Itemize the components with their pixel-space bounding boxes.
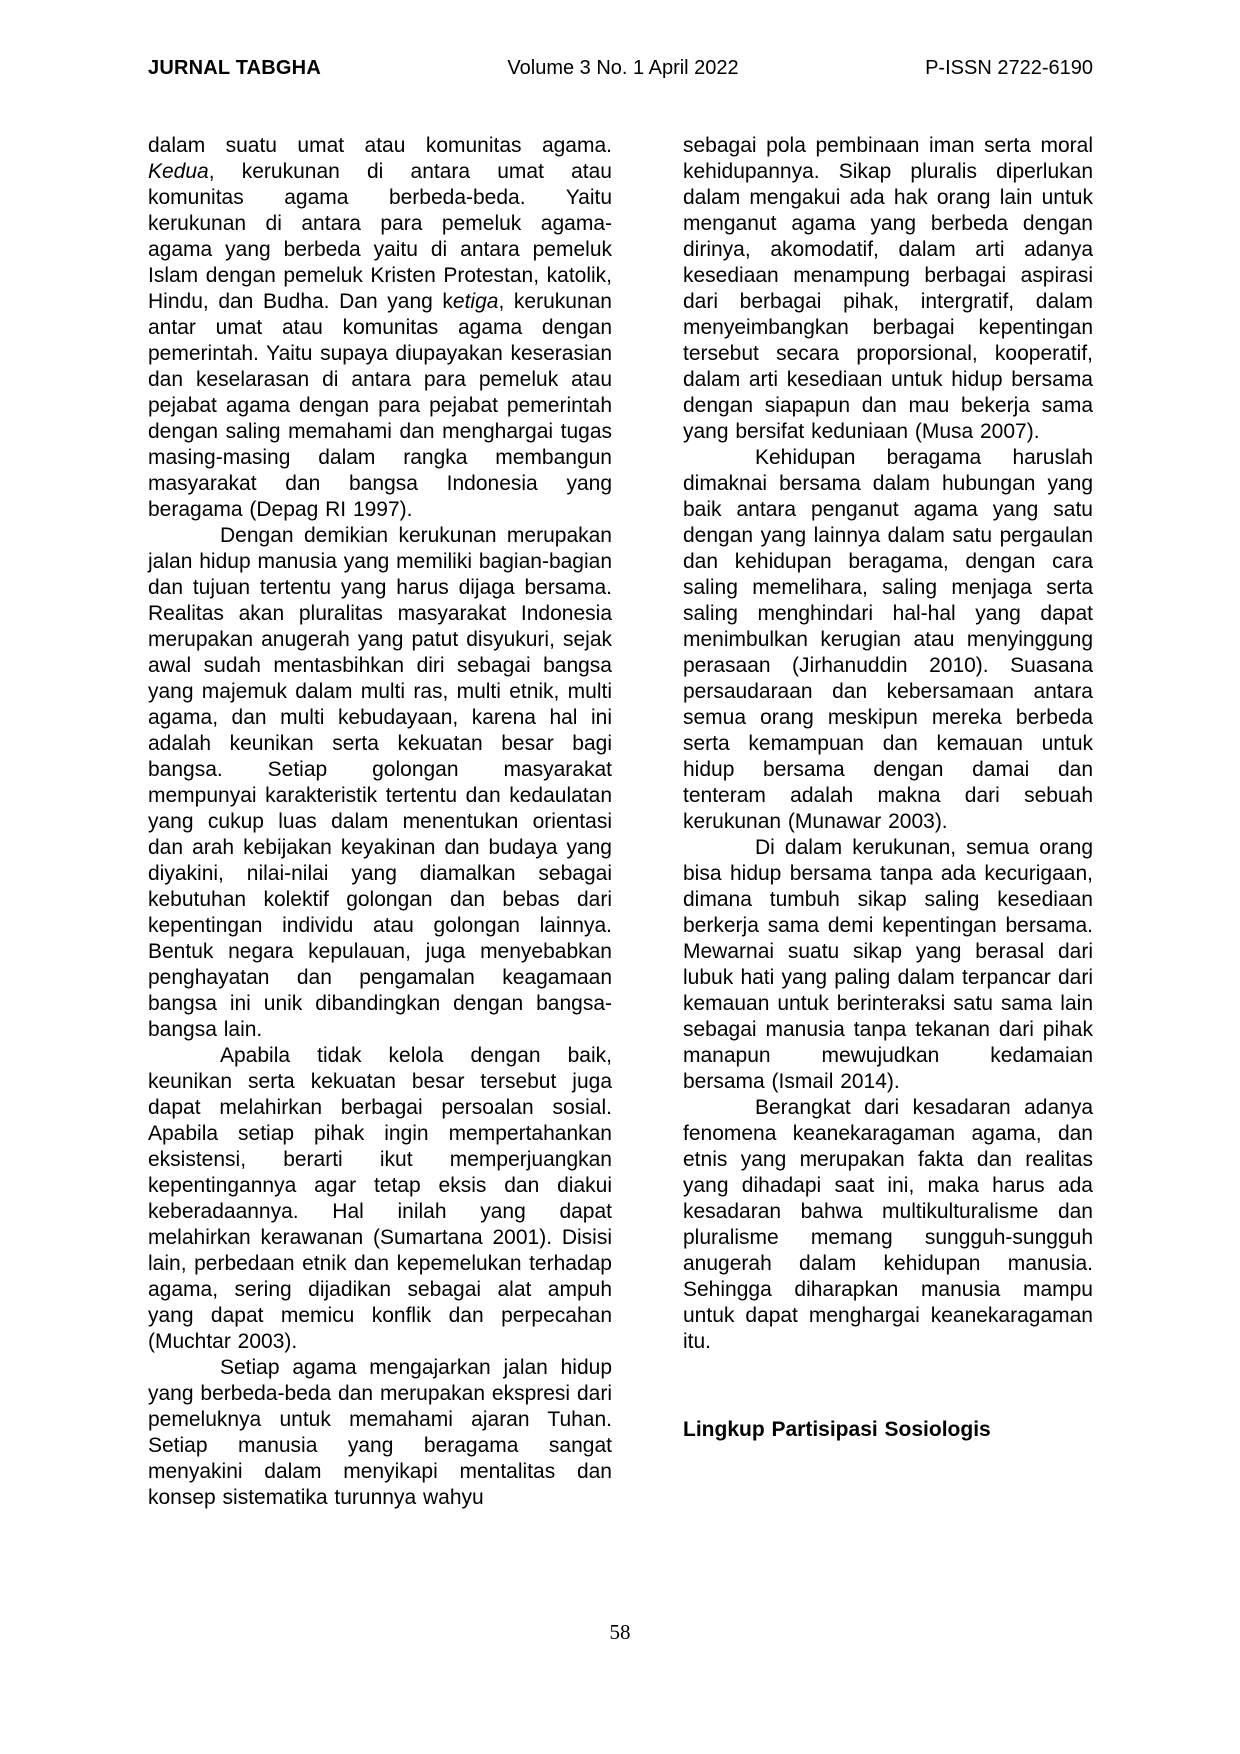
left-column [148, 133, 612, 1511]
body-text: Di dalam kerukunan, semua orang bisa hidup bersama tanpa ada kecurigaan, dimana tumbuh sikap saling kesediaan berkerja sama demi kepentingan bersama. Mewarnai suatu sikap yang berasal dari lubuk hati yang paling dalam terpancar dari kemauan untuk berinteraksi satu sama lain sebagai manusia tanpa tekanan dari pihak manapun mewujudkan kedamaian bersama (Ismail 2014). [683, 836, 1093, 1093]
paragraph [683, 445, 1093, 835]
paragraph [683, 133, 1093, 445]
journal-title: JURNAL TABGHA [148, 57, 321, 79]
body-text: Dengan demikian kerukunan merupakan jalan hidup manusia yang memiliki bagian-bagian dan tujuan tertentu yang harus dijaga bersama. Realitas akan pluralitas masyarakat Indonesia merupakan anugerah yang patut disyukuri, sejak awal sudah mentasbihkan diri sebagai bangsa yang majemuk dalam multi ras, multi etnik, multi agama, dan multi kebudayaan, karena hal ini adalah keunikan serta kekuatan besar bagi bangsa. Setiap golongan masyarakat mempunyai karakteristik tertentu dan kedaulatan yang cukup luas dalam menentukan orientasi dan arah kebijakan keyakinan dan budaya yang diyakini, nilai-nilai yang diamalkan sebagai kebutuhan kolektif golongan dan bebas dari kepentingan individu atau golongan lainnya. Bentuk negara kepulauan, juga menyebabkan penghayatan dan pengamalan keagamaan bangsa ini unik dibandingkan dengan bangsa-bangsa lain. [148, 524, 612, 1041]
body-text: Kehidupan beragama haruslah dimaknai bersama dalam hubungan yang baik antara penganut agama yang satu dengan yang lainnya dalam satu pergaulan dan kehidupan beragama, dengan cara saling memelihara, saling menjaga serta saling menghindari hal-hal yang dapat menimbulkan kerugian atau menyinggung perasaan (Jirhanuddin 2010). Suasana persaudaraan dan kebersamaan antara semua orang meskipun mereka berbeda serta kemampuan dan kemauan untuk hidup bersama dengan damai dan tenteram adalah makna dari sebuah kerukunan (Munawar 2003). [683, 446, 1093, 833]
page-number: 58 [609, 1620, 631, 1644]
body-text: Berangkat dari kesadaran adanya fenomena keanekaragaman agama, dan etnis yang merupakan fakta dan realitas yang dihadapi saat ini, maka harus ada kesadaran bahwa multikulturalisme dan pluralisme memang sungguh-sungguh anugerah dalam kehidupan manusia. Sehingga diharapkan manusia mampu untuk dapat menghargai keanekaragaman itu. [683, 1096, 1093, 1353]
body-text: Apabila tidak kelola dengan baik, keunikan serta kekuatan besar tersebut juga dapat melahirkan berbagai persoalan sosial. Apabila setiap pihak ingin mempertahankan eksistensi, berarti ikut memperjuangkan kepentingannya agar tetap eksis dan diakui keberadaannya. Hal inilah yang dapat melahirkan kerawanan (Sumartana 2001). Disisi lain, perbedaan etnik dan kepemelukan terhadap agama, sering dijadikan sebagai alat ampuh yang dapat memicu konflik dan perpecahan (Muchtar 2003). [148, 1044, 612, 1353]
paragraph [148, 1043, 612, 1355]
right-column-paragraphs [683, 133, 1093, 1355]
paragraph [683, 835, 1093, 1095]
italic-text: etiga [452, 290, 499, 313]
right-column [683, 133, 1093, 1443]
body-text: Setiap agama mengajarkan jalan hidup yang berbeda-beda dan merupakan ekspresi dari pemeluknya untuk memahami ajaran Tuhan. Setiap manusia yang beragama sangat menyakini dalam menyikapi mentalitas dan konsep sistematika turunnya wahyu [148, 1356, 612, 1509]
body-text: dalam suatu umat atau komunitas agama. [148, 134, 612, 157]
paragraph [148, 523, 612, 1043]
body-text: sebagai pola pembinaan iman serta moral kehidupannya. Sikap pluralis diperlukan dalam mengakui ada hak orang lain untuk menganut agama yang berbeda dengan dirinya, akomodatif, dalam arti adanya kesediaan menampung berbagai aspirasi dari berbagai pihak, intergratif, dalam menyeimbangkan berbagai kepentingan tersebut secara proporsional, kooperatif, dalam arti kesediaan untuk hidup bersama dengan siapapun dan mau bekerja sama yang bersifat keduniaan (Musa 2007). [683, 134, 1093, 443]
section-heading: Lingkup Partisipasi Sosiologis [683, 1418, 991, 1441]
paragraph [683, 1095, 1093, 1355]
body-text: , kerukunan antar umat atau komunitas agama dengan pemerintah. Yaitu supaya diupayakan keserasian dan keselarasan di antara para pemeluk atau pejabat agama dengan para pejabat pemerintah dengan saling memahami dan menghargai tugas masing-masing dalam rangka membangun masyarakat dan bangsa Indonesia yang beragama (Depag RI 1997). [148, 290, 612, 521]
issn-label: P-ISSN 2722-6190 [925, 57, 1093, 79]
italic-text: Kedua [148, 160, 209, 183]
paragraph [148, 133, 612, 523]
paragraph [148, 1355, 612, 1511]
volume-info: Volume 3 No. 1 April 2022 [507, 57, 739, 79]
body-text: , kerukunan di antara umat atau komunitas agama berbeda-beda. Yaitu kerukunan di antara para pemeluk agama-agama yang berbeda yaitu di antara pemeluk Islam dengan pemeluk Kristen Protestan, katolik, Hindu, dan Budha. Dan yang k [148, 160, 612, 313]
page-header [148, 56, 1093, 80]
